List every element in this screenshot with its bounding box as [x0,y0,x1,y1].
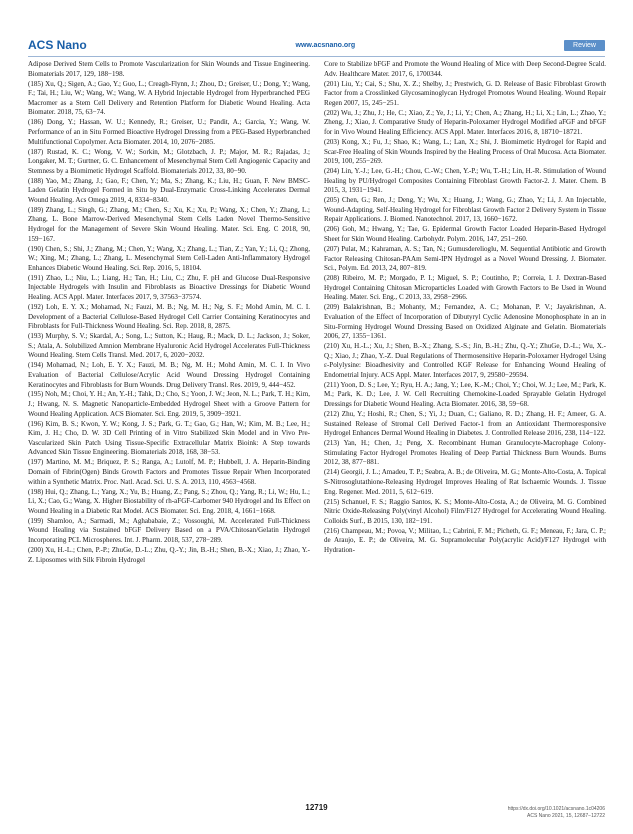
reference-entry: (192) Loh, E. Y. X.; Mohamad, N.; Fauzi, M. B.; Ng, M. H.; Ng, S. F.; Mohd Amin, M. C. I. Development of a Bacterial Cellulose-Based Hydrogel Cell Carrier Containing Keratinocytes and Fibroblasts for Full-Thickness Wound Healing. Sci. Rep. 2018, 8, 2875. [28,302,310,331]
reference-entry: (204) Lin, Y.-J.; Lee, G.-H.; Chou, C.-W.; Chen, Y.-P.; Wu, T.-H.; Lin, H.-R. Stimulation of Wound Healing by PU/Hydrogel Composites Containing Fibroblast Growth Factor-2. J. Mater. Chem. B 2015, 3, 1931−1941. [324,167,606,195]
references-body [28,60,606,790]
reference-entry: (205) Chen, G.; Ren, J.; Deng, Y.; Wu, X.; Huang, J.; Wang, G.; Zhao, Y.; Li, J. An Injectable, Wound-Adapting, Self-Healing Hydrogel for Fibroblast Growth Factor 2 Delivery System in Tissue Repair Applications. J. Biomed. Nanotechnol. 2017, 13, 1660−1672. [324,196,606,224]
header-rule [28,56,605,57]
reference-entry: (213) Yan, H.; Chen, J.; Peng, X. Recombinant Human Granulocyte-Macrophage Colony-Stimulating Factor Hydrogel Promotes Healing of Deep Partial Thickness Burn Wounds. Burns 2012, 38, 877−881. [324,439,606,467]
footer-citation-block [508,806,605,819]
reference-entry: (186) Dong, Y.; Hassan, W. U.; Kennedy, R.; Greiser, U.; Pandit, A.; Garcia, Y.; Wang, W. Performance of an in Situ Formed Bioactive Hydrogel Dressing from a PEG-Based Hyperbranched Multifunctional Copolymer. Acta Biomater. 2014, 10, 2076−2085. [28,118,310,146]
reference-entry: (198) Hui, Q.; Zhang, L.; Yang, X.; Yu, B.; Huang, Z.; Pang, S.; Zhou, Q.; Yang, R.; Li, W.; Hu, L.; Li, X.; Cao, G.; Wang, X. Higher Biostability of rh-aFGF-Carbomer 940 Hydrogel and Its Effect on Wound Healing in a Diabetic Rat Model. ACS Biomater. Sci. Eng. 2018, 4, 1661−1668. [28,487,310,515]
reference-entry: (216) Champeau, M.; Povoa, V.; Militao, L.; Cabrini, F. M.; Picheth, G. F.; Meneau, F.; Jara, C. P.; de Araujo, E. P.; de Oliveira, M. G. Supramolecular Poly(acrylic Acid)/F127 Hydrogel with Hydration- [324,526,606,554]
reference-entry: (212) Zhu, Y.; Hoshi, R.; Chen, S.; Yi, J.; Duan, C.; Galiano, R. D.; Zhang, H. F.; Ameer, G. A. Sustained Release of Stromal Cell Derived Factor-1 from an Antioxidant Thermoresponsive Hydrogel Enhances Dermal Wound Healing in Diabetes. J. Controlled Release 2016, 238, 114−122. [324,410,606,438]
reference-entry: (191) Zhao, L.; Niu, L.; Liang, H.; Tan, H.; Liu, C.; Zhu, F. pH and Glucose Dual-Responsive Injectable Hydrogels with Insulin and Fibroblasts as Bioactive Dressings for Diabetic Wound Healing. ACS Appl. Mater. Interfaces 2017, 9, 37563−37574. [28,273,310,301]
reference-entry: (210) Xu, H.-L.; Xu, J.; Shen, B.-X.; Zhang, S.-S.; Jin, B.-H.; Zhu, Q.-Y.; ZhuGe, D.-L.; Wu, X.-Q.; Xiao, J.; Zhao, Y.-Z. Dual Regulations of Thermosensitive Heparin-Poloxamer Hydrogel Using ε-Polylysine: Bioadhesivity and Controlled KGF Release for Enhancing Wound Healing of Endometrial Injury. ACS Appl. Mater. Interfaces 2017, 9, 29580−29594. [324,342,606,379]
reference-entry: (209) Balakrishnan, B.; Mohanty, M.; Fernandez, A. C.; Mohanan, P. V.; Jayakrishnan, A. Evaluation of the Effect of Incorporation of Dibutyryl Cyclic Adenosine Monophosphate in an in Situ-Forming Hydrogel Wound Dressing Based on Oxidized Alginate and Gelatin. Biomaterials 2006, 27, 1355−1361. [324,303,606,341]
reference-entry: (211) Yoon, D. S.; Lee, Y.; Ryu, H. A.; Jang, Y.; Lee, K.-M.; Choi, Y.; Choi, W. J.; Lee, M.; Park, K. M.; Park, K. D.; Lee, J. W. Cell Recruiting Chemokine-Loaded Sprayable Gelatin Hydrogel Dressings for Diabetic Wound Healing. Acta Biomater. 2016, 38, 59−68. [324,380,606,409]
reference-entry: (203) Kong, X.; Fu, J.; Shao, K.; Wang, L.; Lan, X.; Shi, J. Biomimetic Hydrogel for Rapid and Scar-Free Healing of Skin Wounds Inspired by the Healing Process of Oral Mucosa. Acta Biomater. 2019, 100, 255−269. [324,137,606,166]
journal-citation: ACS Nano 2021, 15, 12687−12722 [527,812,605,819]
reference-entry: (187) Rustad, K. C.; Wong, V. W.; Sorkin, M.; Glotzbach, J. P.; Major, M. R.; Rajadas, J.; Longaker, M. T.; Gurtner, G. C. Enhancement of Mesenchymal Stem Cell Angiogenic Capacity and Stemness by a Biomimetic Hydrogel Scaffold. Biomaterials 2012, 33, 80−90. [28,147,310,175]
page-number: 12719 [305,803,328,812]
reference-entry: (201) Liu, Y.; Cai, S.; Shu, X. Z.; Shelby, J.; Prestwich, G. D. Release of Basic Fibroblast Growth Factor from a Crosslinked Glycosaminoglycan Hydrogel Promotes Wound Healing. Wound Repair Regen 2007, 15, 245−251. [324,79,606,107]
reference-entry: (199) Shamloo, A.; Sarmadi, M.; Aghababaie, Z.; Vossoughi, M. Accelerated Full-Thickness Wound Healing via Sustained bFGF Delivery Based on a PVA/Chitosan/Gelatin Hydrogel Incorporating PCL Microspheres. Int. J. Pharm. 2018, 537, 278−289. [28,516,310,544]
reference-entry: (208) Ribeiro, M. P.; Morgado, P. I.; Miguel, S. P.; Coutinho, P.; Correia, I. J. Dextran-Based Hydrogel Containing Chitosan Microparticles Loaded with Growth Factors to Be Used in Wound Healing. Mater. Sci. Eng., C 2013, 33, 2958−2966. [324,274,606,302]
doi-link[interactable]: https://dx.doi.org/10.1021/acsnano.1c04206 [507,806,605,812]
journal-url[interactable]: www.acsnano.org [295,41,356,49]
reference-entry: (196) Kim, B. S.; Kwon, Y. W.; Kong, J. S.; Park, G. T.; Gao, G.; Han, W.; Kim, M. B.; Lee, H.; Kim, J. H.; Cho, D. W. 3D Cell Printing of in Vitro Stabilized Skin Model and in Vivo Pre-Vascularized Skin Patch Using Tissue-Specific Extracellular Matrix Bioink: A Step towards Advanced Skin Tissue Engineering. Biomaterials 2018, 168, 38−53. [28,419,310,457]
article-type-badge: Review [564,40,605,51]
reference-entry: (214) Georgii, J. L.; Amadeu, T. P.; Seabra, A. B.; de Oliveira, M. G.; Monte-Alto-Costa, A. Topical S-Nitrosoglutathione-Releasing Hydrogel Improves Healing of Rat Ischaemic Wounds. J. Tissue Eng. Regener. Med. 2011, 5, 612−619. [324,468,606,496]
reference-entry: (195) Noh, M.; Choi, Y. H.; An, Y.-H.; Tahk, D.; Cho, S.; Yoon, J. W.; Jeon, N. L.; Park, T. H.; Kim, J.; Hwang, N. S. Magnetic Nanoparticle-Embedded Hydrogel Sheet with a Groove Pattern for Wound Healing Application. ACS Biomater. Sci. Eng. 2019, 5, 3909−3921. [28,390,310,418]
reference-entry: (185) Xu, Q.; Sigen, A.; Gao, Y.; Guo, L.; Creagh-Flynn, J.; Zhou, D.; Greiser, U.; Dong, Y.; Wang, F.; Tai, H.; Liu, W.; Wang, W.; Wang, W. A Hybrid Injectable Hydrogel from Hyperbranched PEG Macromer as a Stem Cell Delivery and Retention Platform for Diabetic Wound Healing. Acta Biomater. 2018, 75, 63−74. [28,79,310,117]
reference-entry: (207) Pulat, M.; Kahraman, A. S.; Tan, N.; Gumusderelioglu, M. Sequential Antibiotic and Growth Factor Releasing Chitosan-PAAm Semi-IPN Hydrogel as a Novel Wound Dressing. J. Biomater. Sci., Polym. Ed. 2013, 24, 807−819. [324,245,606,273]
right-column [324,60,606,790]
reference-entry: (215) Schanuel, F. S.; Raggio Santos, K. S.; Monte-Alto-Costa, A.; de Oliveira, M. G. Combined Nitric Oxide-Releasing Poly(vinyl Alcohol) Film/F127 Hydrogel for Accelerating Wound Healing. Colloids Surf., B 2015, 130, 182−191. [324,497,606,525]
reference-entry: (197) Martino, M. M.; Briquez, P. S.; Ranga, A.; Lutolf, M. P.; Hubbell, J. A. Heparin-Binding Domain of Fibrin(Ogen) Binds Growth Factors and Promotes Tissue Repair When Incorporated within a Synthetic Matrix. Proc. Natl. Acad. Sci. U. S. A. 2013, 110, 4563−4568. [28,458,310,486]
reference-entry: (193) Murphy, S. V.; Skardal, A.; Song, L.; Sutton, K.; Haug, R.; Mack, D. L.; Jackson, J.; Soker, S.; Atala, A. Solubilized Amnion Membrane Hyaluronic Acid Hydrogel Accelerates Full-Thickness Wound Healing. Stem Cells Transl. Med. 2017, 6, 2020−2032. [28,332,310,360]
reference-entry: Core to Stabilize bFGF and Promote the Wound Healing of Mice with Deep Second-Degree Scald. Adv. Healthcare Mater. 2017, 6, 1700344. [324,60,606,78]
reference-entry: (189) Zhang, L.; Singh, G.; Zhang, M.; Chen, S.; Xu, K.; Xu, P.; Wang, X.; Chen, Y.; Zhang, L.; Zhang, L. Bone Marrow-Derived Mesenchymal Stem Cells Laden Novel Thermo-Sensitive Hydrogel for the Management of Severe Skin Wound Healing. Mater. Sci. Eng. C 2018, 90, 159−167. [28,205,310,243]
reference-entry: (190) Chen, S.; Shi, J.; Zhang, M.; Chen, Y.; Wang, X.; Zhang, L.; Tian, Z.; Yan, Y.; Li, Q.; Zhong, W.; Xing, M.; Zhang, L.; Zhang, L. Mesenchymal Stem Cell-Laden Anti-Inflammatory Hydrogel Enhances Diabetic Wound Healing. Sci. Rep. 2016, 5, 18104. [28,244,310,272]
reference-entry: Adipose Derived Stem Cells to Promote Vascularization for Skin Wounds and Tissue Engineering. Biomaterials 2017, 129, 188−198. [28,60,310,78]
reference-entry: (206) Goh, M.; Hwang, Y.; Tae, G. Epidermal Growth Factor Loaded Heparin-Based Hydrogel Sheet for Skin Wound Healing. Carbohydr. Polym. 2016, 147, 251−260. [324,225,606,244]
reference-entry: (202) Wu, J.; Zhu, J.; He, C.; Xiao, Z.; Ye, J.; Li, Y.; Chen, A.; Zhang, H.; Li, X.; Lin, L.; Zhao, Y.; Zheng, J.; Xiao, J. Comparative Study of Heparin-Poloxamer Hydrogel Modified aFGF and bFGF for in Vivo Wound Healing Efficiency. ACS Appl. Mater. Interfaces 2016, 8, 18710−18721. [324,108,606,136]
reference-entry: (188) Yao, M.; Zhang, J.; Gao, F.; Chen, Y.; Ma, S.; Zhang, K.; Liu, H.; Guan, F. New BMSC-Laden Gelatin Hydrogel Formed in Situ by Dual-Enzymatic Cross-Linking Accelerates Dermal Wound Healing. Acs Omega 2019, 4, 8334−8340. [28,176,310,204]
reference-entry: (194) Mohamad, N.; Loh, E. Y. X.; Fauzi, M. B.; Ng, M. H.; Mohd Amin, M. C. I. In Vivo Evaluation of Bacterial Cellulose/Acrylic Acid Wound Dressing Hydrogel Containing Keratinocytes and Fibroblasts for Burn Wounds. Drug Delivery Transl. Res. 2019, 9, 444−452. [28,361,310,389]
page-header [28,36,605,54]
reference-entry: (200) Xu, H.-L.; Chen, P.-P.; ZhuGe, D.-L.; Zhu, Q.-Y.; Jin, B.-H.; Shen, B.-X.; Xiao, J.; Zhao, Y.-Z. Liposomes with Silk Fibroin Hydrogel [28,545,310,564]
journal-name[interactable]: ACS Nano [28,38,87,52]
left-column [28,60,310,790]
